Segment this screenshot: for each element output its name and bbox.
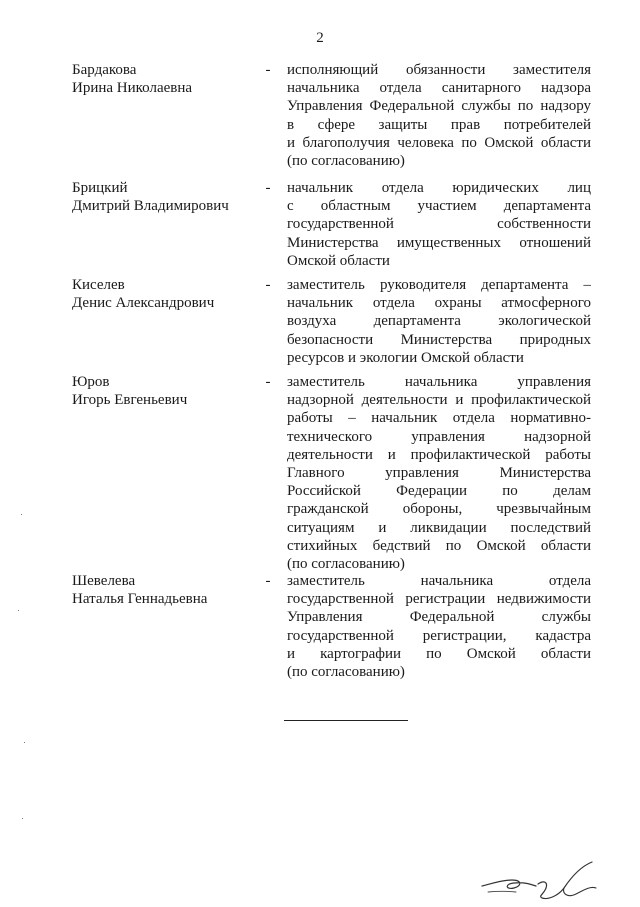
position-line: государственной регистрации, кадастра (287, 627, 591, 644)
position-line: работы – начальник отдела нормативно- (287, 410, 591, 427)
position-line: стихийных бедствий по Омской области (287, 537, 591, 554)
position-line: (по согласованию) (287, 556, 405, 573)
position-line: надзорной деятельности и профилактической (287, 392, 591, 409)
member-name (72, 572, 252, 608)
member-name (72, 373, 252, 409)
scan-speck (22, 818, 23, 819)
position-line: Главного управления Министерства (287, 465, 591, 482)
position-line: (по согласованию) (287, 153, 405, 170)
position-line: заместитель начальника отдела (287, 573, 591, 589)
position-line: исполняющий обязанности заместителя (287, 62, 591, 78)
position-line: начальник отдела охраны атмосферного (287, 295, 591, 312)
member-position (287, 61, 591, 170)
position-line: начальника отдела санитарного надзора (287, 80, 591, 97)
position-line: Управления Федеральной службы по надзору (287, 98, 591, 115)
position-line: ситуациям и ликвидации последствий (287, 519, 591, 536)
dash-separator: - (265, 62, 271, 78)
member-name (72, 179, 252, 215)
position-line: Российской Федерации по делам (287, 483, 591, 500)
member-given-names: Ирина Николаевна (72, 80, 193, 96)
dash-separator: - (265, 277, 271, 293)
member-name (72, 276, 252, 312)
position-line: заместитель руководителя департамента – (287, 277, 591, 293)
dash-separator: - (265, 573, 271, 589)
position-line: безопасности Министерства природных (287, 331, 591, 348)
position-line: Омской области (287, 252, 390, 269)
member-surname: Юров (72, 374, 110, 390)
position-line: начальник отдела юридических лиц (287, 180, 591, 196)
signature-icon (478, 858, 606, 902)
scan-speck (18, 610, 19, 611)
member-given-names: Дмитрий Владимирович (72, 198, 229, 214)
position-line: и благополучия человека по Омской области (287, 134, 591, 151)
member-given-names: Игорь Евгеньевич (72, 392, 188, 408)
position-line: государственной регистрации недвижимости (287, 591, 591, 608)
dash-separator: - (265, 374, 271, 390)
member-given-names: Наталья Геннадьевна (72, 591, 208, 607)
handwritten-signature (478, 858, 606, 907)
member-surname: Шевелева (72, 573, 136, 589)
position-line: ресурсов и экологии Омской области (287, 349, 524, 366)
position-line: государственной собственности (287, 216, 591, 233)
position-line: в сфере защиты прав потребителей (287, 116, 591, 133)
position-line: гражданской обороны, чрезвычайным (287, 501, 591, 518)
member-surname: Бардакова (72, 62, 137, 78)
position-line: заместитель начальника управления (287, 374, 591, 390)
dash-separator: - (265, 180, 271, 196)
position-line: технического управления надзорной (287, 428, 591, 445)
position-line: с областным участием департамента (287, 198, 591, 215)
position-line: Управления Федеральной службы (287, 609, 591, 626)
member-position (287, 572, 591, 681)
position-line: воздуха департамента экологической (287, 313, 591, 330)
member-given-names: Денис Александрович (72, 295, 215, 311)
position-line: и картографии по Омской области (287, 645, 591, 662)
member-position (287, 179, 591, 270)
page-number: 2 (316, 30, 324, 46)
closing-rule (284, 720, 408, 721)
member-surname: Киселев (72, 277, 125, 293)
member-position (287, 373, 591, 573)
member-position (287, 276, 591, 367)
position-line: деятельности и профилактической работы (287, 446, 591, 463)
scan-speck (21, 514, 22, 515)
member-name (72, 61, 252, 97)
position-line: (по согласованию) (287, 664, 405, 681)
member-surname: Брицкий (72, 180, 128, 196)
scan-speck (24, 742, 25, 743)
position-line: Министерства имущественных отношений (287, 234, 591, 251)
